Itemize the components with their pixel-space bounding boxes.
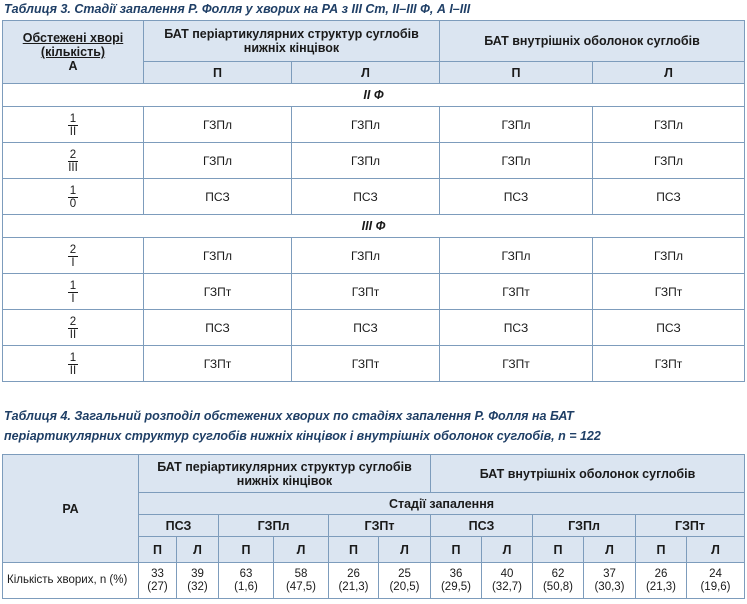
value-count: 33	[151, 567, 164, 580]
table-cell: ГЗПт	[440, 274, 593, 310]
table-cell: ГЗПт	[292, 274, 440, 310]
value-count: 25	[398, 567, 411, 580]
value-percent: (27)	[147, 580, 168, 593]
value-count: 36	[449, 567, 463, 580]
table-cell: ГЗПл	[292, 107, 440, 143]
table-row	[3, 238, 745, 274]
table3-group1-header: БАТ періартикулярних структур суглобів нижніх кінцівок	[144, 21, 440, 62]
table4-stage-header: ГЗПт	[329, 515, 431, 537]
table4-side-header: Л	[584, 537, 636, 563]
table4-stage-header: ГЗПл	[533, 515, 636, 537]
table3-side-header: П	[144, 62, 292, 84]
table3-section-label: ІІ Ф	[3, 84, 745, 107]
table3-side-header: П	[440, 62, 593, 84]
fraction-numerator: 2	[69, 149, 77, 161]
table-cell: ГЗПл	[440, 107, 593, 143]
value-cell	[636, 563, 687, 599]
table-cell: ГЗПл	[440, 143, 593, 179]
table-cell: ГЗПл	[144, 143, 292, 179]
table-cell: ГЗПл	[144, 238, 292, 274]
fraction-denominator: 0	[69, 198, 77, 210]
table3-section-label: ІІІ Ф	[3, 215, 745, 238]
value-percent: (1,6)	[234, 580, 258, 593]
fraction-cell	[3, 238, 144, 274]
table3-caption: Таблиця 3. Стадії запалення Р. Фолля у хворих на РА з ІІІ Ст, ІІ–ІІІ Ф, А І–ІІІ	[4, 2, 471, 16]
table-cell: ГЗПт	[292, 346, 440, 382]
table4-side-header: Л	[379, 537, 431, 563]
table4	[2, 454, 745, 599]
fraction-cell	[3, 346, 144, 382]
table4-stage-header: ГЗПл	[219, 515, 329, 537]
value-count: 26	[654, 567, 668, 580]
table-cell: ГЗПл	[440, 238, 593, 274]
table4-side-header: Л	[177, 537, 219, 563]
fraction-numerator: 1	[69, 113, 77, 125]
fraction-denominator: ІІ	[69, 329, 77, 341]
table-cell: ПСЗ	[292, 179, 440, 215]
value-cell	[687, 563, 745, 599]
table-cell: ГЗПл	[593, 143, 745, 179]
fraction-cell	[3, 310, 144, 346]
value-percent: (21,3)	[645, 580, 677, 593]
table-cell: ПСЗ	[144, 179, 292, 215]
value-percent: (30,3)	[594, 580, 625, 593]
table4-side-header: П	[139, 537, 177, 563]
value-cell	[533, 563, 584, 599]
table3-col-header-sub: А	[68, 59, 78, 73]
fraction-denominator: ІІ	[69, 126, 77, 138]
value-cell	[482, 563, 533, 599]
value-count: 26	[347, 567, 360, 580]
fraction-cell	[3, 179, 144, 215]
table-cell: ГЗПл	[144, 107, 292, 143]
fraction-numerator: 2	[69, 316, 77, 328]
table4-side-header: П	[533, 537, 584, 563]
fraction-numerator: 1	[69, 185, 77, 197]
table-row	[3, 179, 745, 215]
table4-ra-header: РА	[3, 455, 139, 563]
table-cell: ГЗПт	[144, 274, 292, 310]
table3-side-header: Л	[593, 62, 745, 84]
table4-side-header: П	[636, 537, 687, 563]
value-count: 39	[191, 567, 204, 580]
value-cell	[431, 563, 482, 599]
fraction-numerator: 1	[69, 352, 77, 364]
value-percent: (19,6)	[700, 580, 731, 593]
table3-col-header-text: Обстежені хворі (кількість)	[22, 31, 124, 59]
fraction-denominator: І	[71, 257, 75, 269]
table-row	[3, 274, 745, 310]
value-cell	[274, 563, 329, 599]
table4-stages-title: Стадії запалення	[139, 493, 745, 515]
table-cell: ГЗПл	[292, 238, 440, 274]
table-cell: ГЗПт	[593, 274, 745, 310]
table-cell: ПСЗ	[440, 179, 593, 215]
table4-side-header: П	[219, 537, 274, 563]
table-cell: ПСЗ	[593, 310, 745, 346]
table4-stage-header: ГЗПт	[636, 515, 745, 537]
table-row	[3, 346, 745, 382]
table4-row-label: Кількість хворих, n (%)	[3, 563, 139, 599]
table-cell: ПСЗ	[440, 310, 593, 346]
value-percent: (32,7)	[491, 580, 523, 593]
table-row	[3, 563, 745, 599]
table-cell: ГЗПт	[593, 346, 745, 382]
table-row	[3, 310, 745, 346]
value-count: 24	[709, 567, 722, 580]
value-percent: (32)	[187, 580, 208, 593]
value-percent: (29,5)	[440, 580, 472, 593]
table4-caption-line1: Таблиця 4. Загальний розподіл обстежених хворих по стадіях запалення Р. Фолля на БАТ	[4, 409, 574, 423]
value-cell	[139, 563, 177, 599]
table4-stage-header: ПСЗ	[431, 515, 533, 537]
value-percent: (20,5)	[389, 580, 420, 593]
value-percent: (21,3)	[338, 580, 369, 593]
value-cell	[329, 563, 379, 599]
value-count: 63	[239, 567, 253, 580]
table3	[2, 20, 745, 382]
table3-group2-header: БАТ внутрішніх оболонок суглобів	[440, 21, 745, 62]
table-row	[3, 143, 745, 179]
table-cell: ПСЗ	[144, 310, 292, 346]
fraction-cell	[3, 107, 144, 143]
value-percent: (50,8)	[542, 580, 574, 593]
table4-side-header: П	[329, 537, 379, 563]
table-cell: ГЗПл	[593, 107, 745, 143]
value-cell	[219, 563, 274, 599]
table4-side-header: Л	[687, 537, 745, 563]
table-cell: ПСЗ	[593, 179, 745, 215]
value-count: 40	[500, 567, 514, 580]
fraction-denominator: ІІ	[69, 365, 77, 377]
table4-group2-header: БАТ внутрішніх оболонок суглобів	[431, 455, 745, 493]
fraction-numerator: 2	[69, 244, 77, 256]
table-row	[3, 107, 745, 143]
table4-stage-header: ПСЗ	[139, 515, 219, 537]
table4-side-header: П	[431, 537, 482, 563]
table4-group1-header: БАТ періартикулярних структур суглобів нижніх кінцівок	[139, 455, 431, 493]
table3-col-header	[3, 21, 144, 84]
value-percent: (47,5)	[285, 580, 317, 593]
value-count: 62	[551, 567, 565, 580]
fraction-denominator: ІІІ	[68, 162, 78, 174]
fraction-cell	[3, 274, 144, 310]
table3-side-header: Л	[292, 62, 440, 84]
table4-side-header: Л	[274, 537, 329, 563]
fraction-numerator: 1	[69, 280, 77, 292]
table4-side-header: Л	[482, 537, 533, 563]
value-cell	[584, 563, 636, 599]
table-cell: ГЗПт	[144, 346, 292, 382]
table-cell: ГЗПт	[440, 346, 593, 382]
table4-caption-line2: періартикулярних структур суглобів нижніх кінцівок і внутрішніх оболонок суглобів, n = 122	[4, 429, 601, 443]
table-cell: ГЗПл	[292, 143, 440, 179]
fraction-denominator: І	[71, 293, 75, 305]
fraction-cell	[3, 143, 144, 179]
table-cell: ГЗПл	[593, 238, 745, 274]
value-cell	[379, 563, 431, 599]
value-count: 37	[603, 567, 616, 580]
value-count: 58	[294, 567, 308, 580]
table-cell: ПСЗ	[292, 310, 440, 346]
value-cell	[177, 563, 219, 599]
